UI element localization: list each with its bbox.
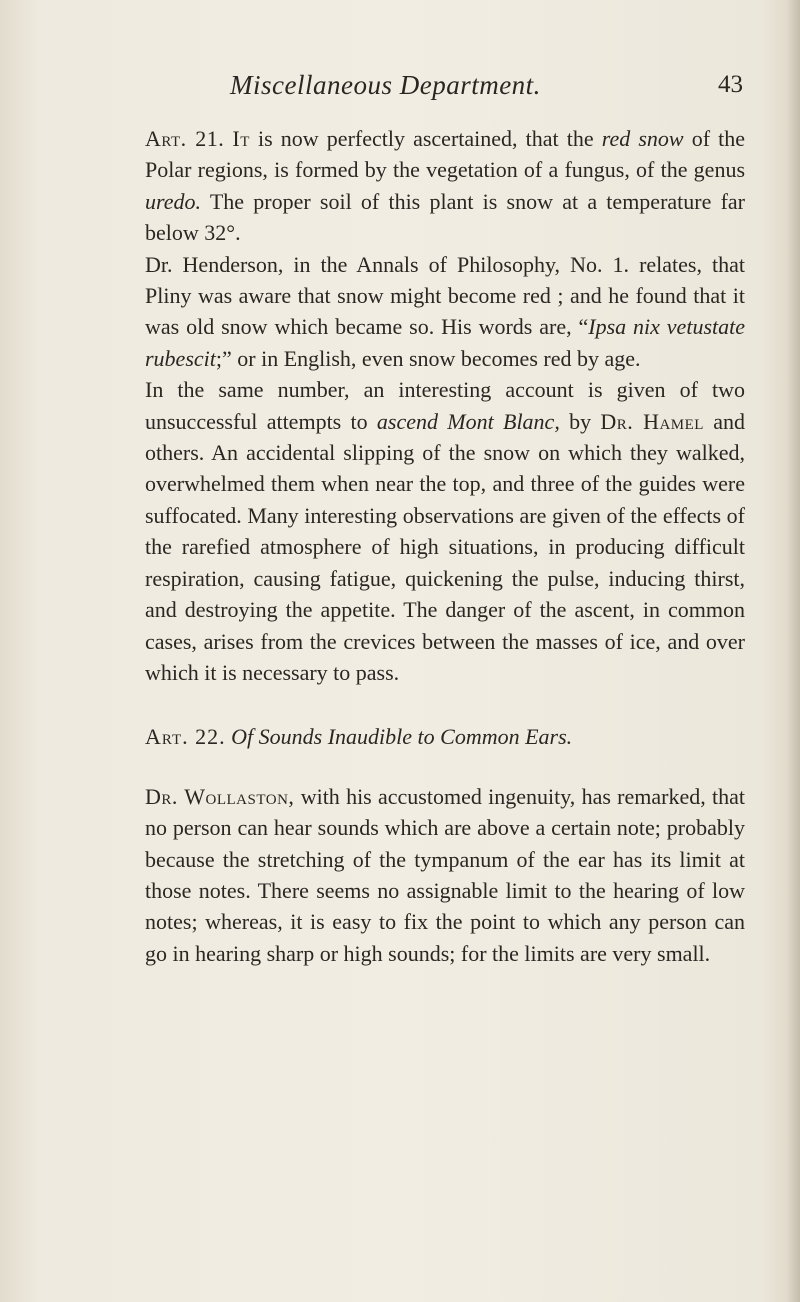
art21-label: Art. 21. bbox=[145, 126, 225, 151]
art21-text-2: of the Polar regions, is formed by the vegetation of a fungus, of the genus bbox=[145, 126, 746, 183]
body-text bbox=[145, 123, 745, 969]
art21-p2-start: Dr. Henderson, in the Annals of Philosophy, No. 1. relates, that Pliny was aware that snow might become red ; and he found that it was old snow which became so. His words are, “ bbox=[145, 251, 745, 340]
art21-p3-mid: by bbox=[559, 408, 601, 434]
art21-paragraph-3 bbox=[145, 374, 745, 688]
art21-opening: It bbox=[232, 126, 250, 151]
art21-name-hamel: Dr. Hamel bbox=[600, 408, 704, 434]
art22-name-wollaston: Dr. Wollaston, bbox=[145, 783, 295, 809]
page-number: 43 bbox=[718, 71, 743, 98]
art22-heading bbox=[145, 721, 745, 752]
art21-italic-uredo: uredo. bbox=[145, 188, 202, 214]
art21-italic-red-snow: red snow bbox=[601, 126, 684, 151]
running-head-title: Miscellaneous Department. bbox=[230, 70, 541, 100]
art22-paragraph bbox=[145, 781, 745, 969]
art21-p3-end: and others. An accidental slipping of the snow on which they walked, overwhelmed them when near the top, and three of the guides were suffocated. Many interesting observations are given of the effects of the rarefied atmosphere of high situations, in producing difficult respiration, causing fatigue, quickening the pulse, inducing thirst, and destroying the appetite. The danger of the ascent, in common cases, arises from the crevices between the masses of ice, and over which it is necessary to pass. bbox=[145, 408, 745, 685]
art21-italic-mont-blanc: ascend Mont Blanc, bbox=[376, 408, 560, 434]
art21-p3-start: In the same number, an interesting account is given of two unsuccessful attempts to bbox=[145, 377, 745, 434]
art21-latin-quote: Ipsa nix vetustate rubescit bbox=[145, 314, 745, 371]
art21-p2-end: ;” or in English, even snow becomes red by age. bbox=[215, 345, 641, 371]
art22-title: Of Sounds Inaudible to Common Ears. bbox=[231, 724, 573, 750]
art22-text: with his accustomed ingenuity, has remarked, that no person can hear sounds which are above a certain note; probably because the stretching of the tympanum of the ear has its limit at those notes. There seems no assignable limit to the hearing of low notes; whereas, it is easy to fix the point to which any person can go in hearing sharp or high sounds; for the limits are very small. bbox=[145, 783, 745, 966]
art21-paragraph-2 bbox=[145, 249, 745, 375]
page-gutter-shadow bbox=[786, 0, 800, 1302]
art21-text-3: The proper soil of this plant is snow at a temperature far below 32°. bbox=[145, 188, 745, 246]
running-head bbox=[0, 70, 800, 110]
art21-text-1: is now perfectly ascertained, that the bbox=[249, 126, 602, 151]
art22-label: Art. 22. bbox=[145, 724, 226, 750]
art21-paragraph-1 bbox=[145, 123, 745, 249]
